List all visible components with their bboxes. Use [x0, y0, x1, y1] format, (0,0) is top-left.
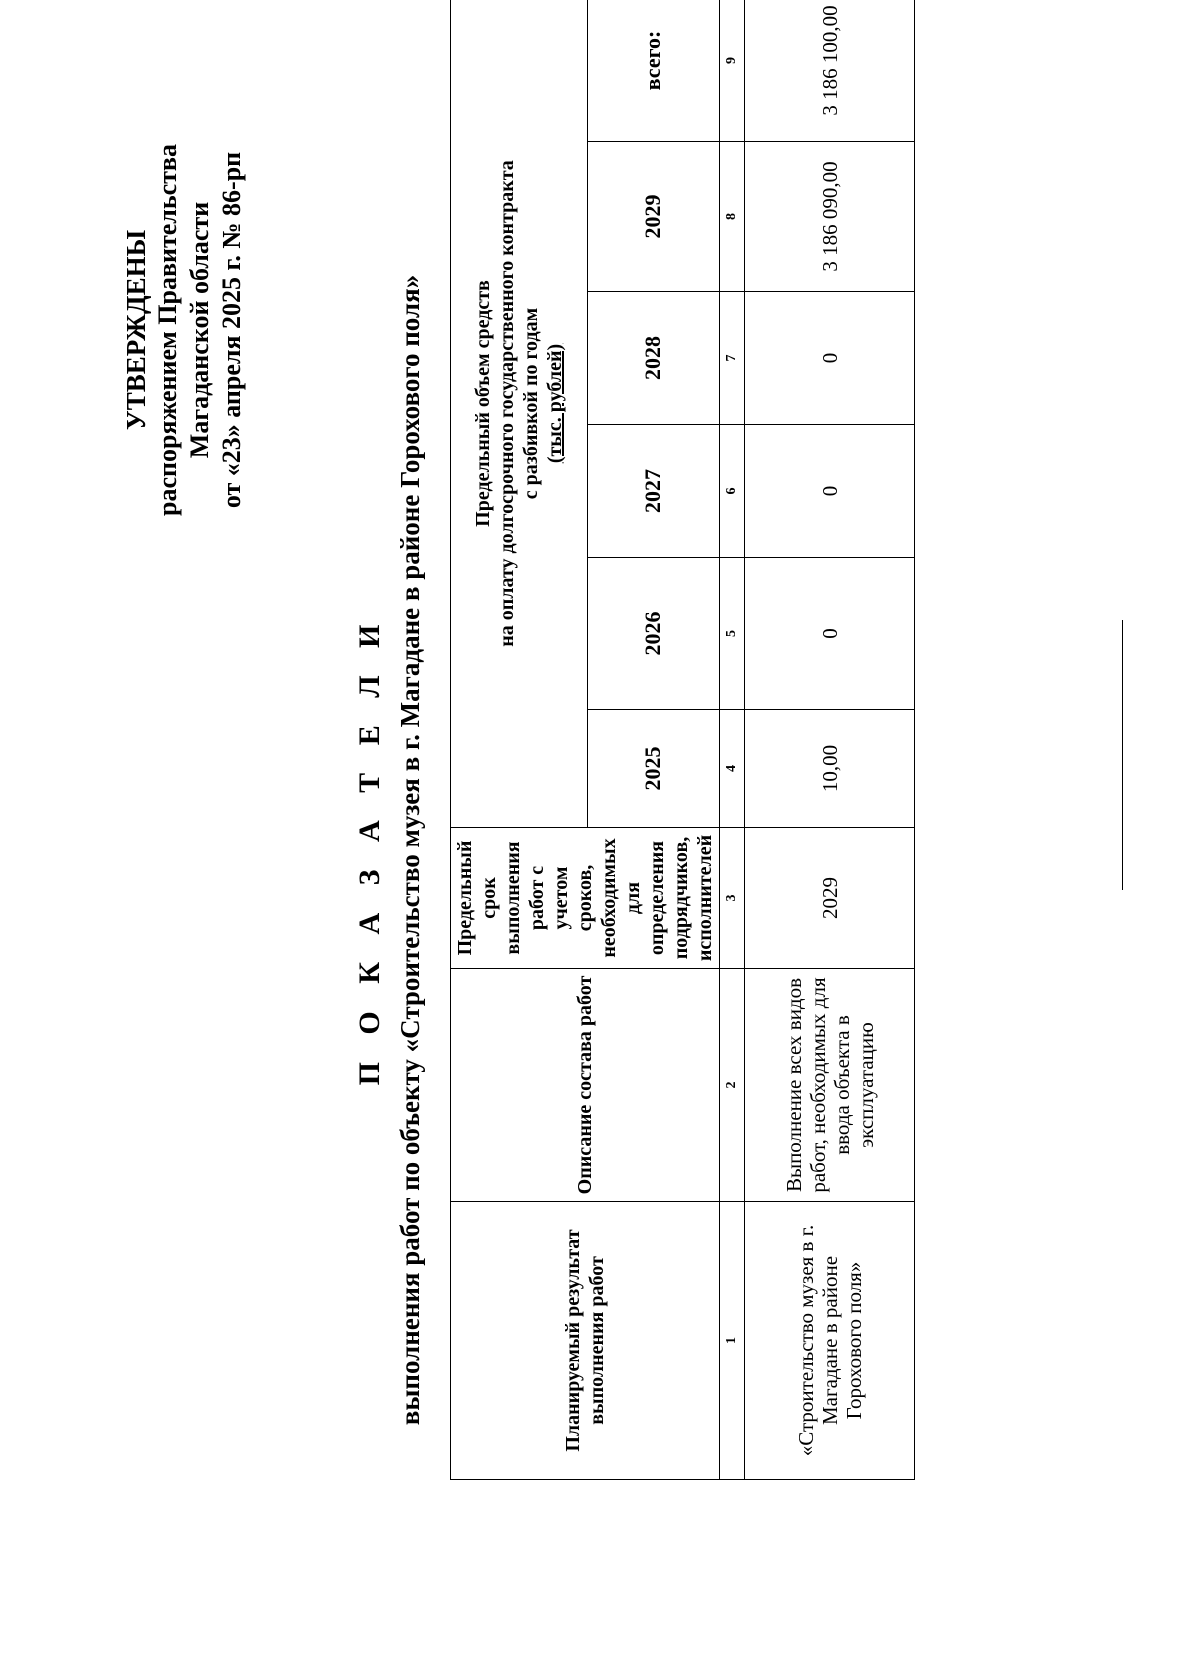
column-number: 3: [720, 828, 745, 969]
header-total: всего:: [587, 0, 719, 142]
approval-line: Магаданской области: [185, 201, 214, 459]
cell-value-2029: 3 186 090,00: [745, 142, 915, 292]
cell-value-2027: 0: [745, 425, 915, 558]
cell-value-2025: 10,00: [745, 710, 915, 828]
funds-line: на оплату долгосрочного государственного контракта: [495, 160, 518, 647]
header-funds: [451, 0, 588, 828]
approval-date: от «23» апреля 2025 г. № 86-рп: [217, 151, 246, 509]
column-number: 7: [720, 292, 745, 425]
column-number: 6: [720, 425, 745, 558]
column-number: 2: [720, 969, 745, 1202]
cell-value-2026: 0: [745, 558, 915, 710]
column-numbers-row: [720, 0, 745, 1480]
header-row: [451, 0, 588, 1480]
header-result: Планируемый результат выполнения работ: [451, 1202, 720, 1480]
column-number: 5: [720, 558, 745, 710]
cell-deadline: 2029: [745, 828, 915, 969]
funds-line: с разбивкой по годам: [519, 307, 542, 500]
header-deadline: Предельный срок выполнения работ с учетом сроков, необходимых для определения подрядчиков, исполнителей: [451, 828, 720, 969]
title-main: П О К А З А Т Е Л И: [353, 614, 386, 1086]
cell-description: Выполнение всех видов работ, необходимых для ввода объекта в эксплуатацию: [745, 969, 915, 1202]
column-number: 1: [720, 1202, 745, 1480]
funds-line: Предельный объем средств: [471, 280, 494, 527]
rotated-page: [100, 5, 1100, 1630]
header-year: 2026: [587, 558, 719, 710]
cell-result: «Строительство музея в г. Магадане в районе Горохового поля»: [745, 1202, 915, 1480]
header-year: 2028: [587, 292, 719, 425]
indicators-table: [450, 0, 915, 1480]
approval-line: распоряжением Правительства: [153, 144, 182, 516]
cell-total: 3 186 100,00: [745, 0, 915, 142]
table-row: [745, 0, 915, 1480]
funds-unit: (тыс. рублей): [543, 343, 566, 464]
header-year: 2027: [587, 425, 719, 558]
signature-line: [1122, 620, 1123, 890]
header-year: 2025: [587, 710, 719, 828]
column-number: 9: [720, 0, 745, 142]
header-description: Описание состава работ: [451, 969, 720, 1202]
header-year: 2029: [587, 142, 719, 292]
column-number: 4: [720, 710, 745, 828]
column-number: 8: [720, 142, 745, 292]
title-subtitle: выполнения работ по объекту «Строительство музея в г. Магадане в районе Горохового поля»: [395, 274, 425, 1426]
cell-value-2028: 0: [745, 292, 915, 425]
approval-block: [120, 50, 248, 610]
document-title: [350, 70, 430, 1630]
approval-heading: УТВЕРЖДЕНЫ: [121, 229, 151, 431]
